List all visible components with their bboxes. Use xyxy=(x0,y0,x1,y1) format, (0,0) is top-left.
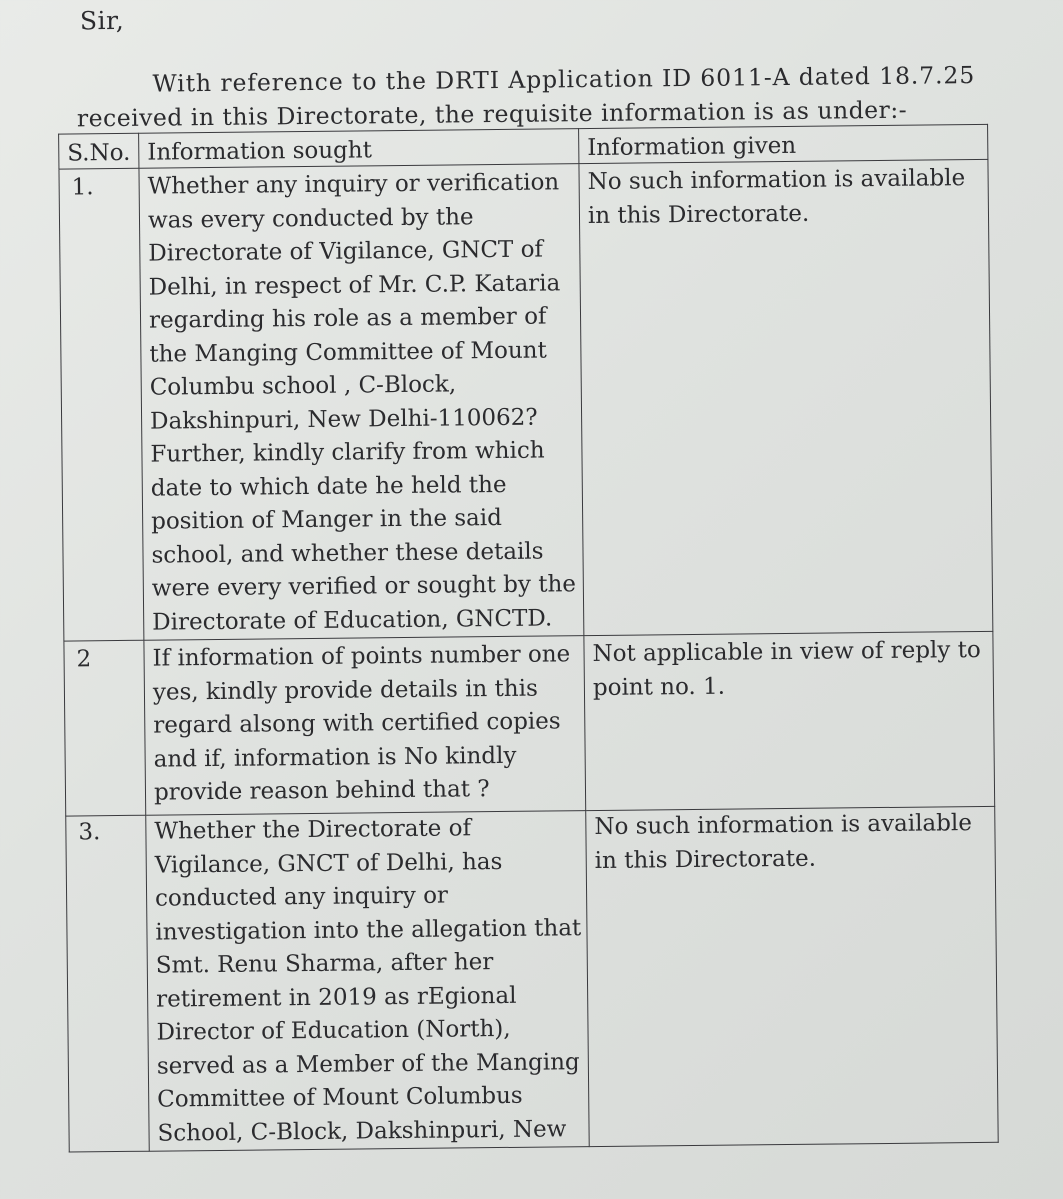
header-information-given: Information given xyxy=(579,124,988,163)
row-sno: 1. xyxy=(59,168,144,641)
row-information-sought: Whether the Directorate of Vigilance, GNCT of Delhi, has conducted any inquiry or investigation into the allegation that Smt. Renu Sharma, after her retirement in 2019 as rEgional Director of Education (North), served as a Member of the Manging Committee of Mount Columbus School, C-Block, Dakshinpuri, New xyxy=(146,811,589,1152)
row-information-sought: If information of points number one yes, kindly provide details in this regard alsong with certified copies and if, information is No kindly provide reason behind that ? xyxy=(144,636,586,816)
intro-paragraph-line-2: received in this Directorate, the requisite information is as under:- xyxy=(76,95,908,133)
row-information-given: Not applicable in view of reply to point no. 1. xyxy=(584,631,995,810)
information-table xyxy=(58,124,999,1153)
header-sno: S.No. xyxy=(59,133,139,169)
table-row xyxy=(64,631,995,816)
table-row xyxy=(66,806,998,1152)
header-information-sought: Information sought xyxy=(139,129,579,169)
salutation: Sir, xyxy=(79,5,125,36)
row-information-given: No such information is available in this Directorate. xyxy=(586,806,998,1146)
row-sno: 3. xyxy=(66,815,150,1152)
table-row xyxy=(59,159,993,641)
row-information-given: No such information is available in this Directorate. xyxy=(579,159,993,635)
row-sno: 2 xyxy=(64,640,146,816)
row-information-sought: Whether any inquiry or verification was every conducted by the Directorate of Vigilance, GNCT of Delhi, in respect of Mr. C.P. Kataria regarding his role as a member of the Manging Committee of Mount Columbu school , C-Block, Dakshinpuri, New Delhi-110062? Further, kindly clarify from which date to which date he held the position of Manger in the said school, and whether these details were every verified or sought by the Directorate of Education, GNCTD. xyxy=(139,164,584,641)
intro-paragraph-line-1: With reference to the DRTI Application ID 6011-A dated 18.7.25 xyxy=(152,60,976,98)
